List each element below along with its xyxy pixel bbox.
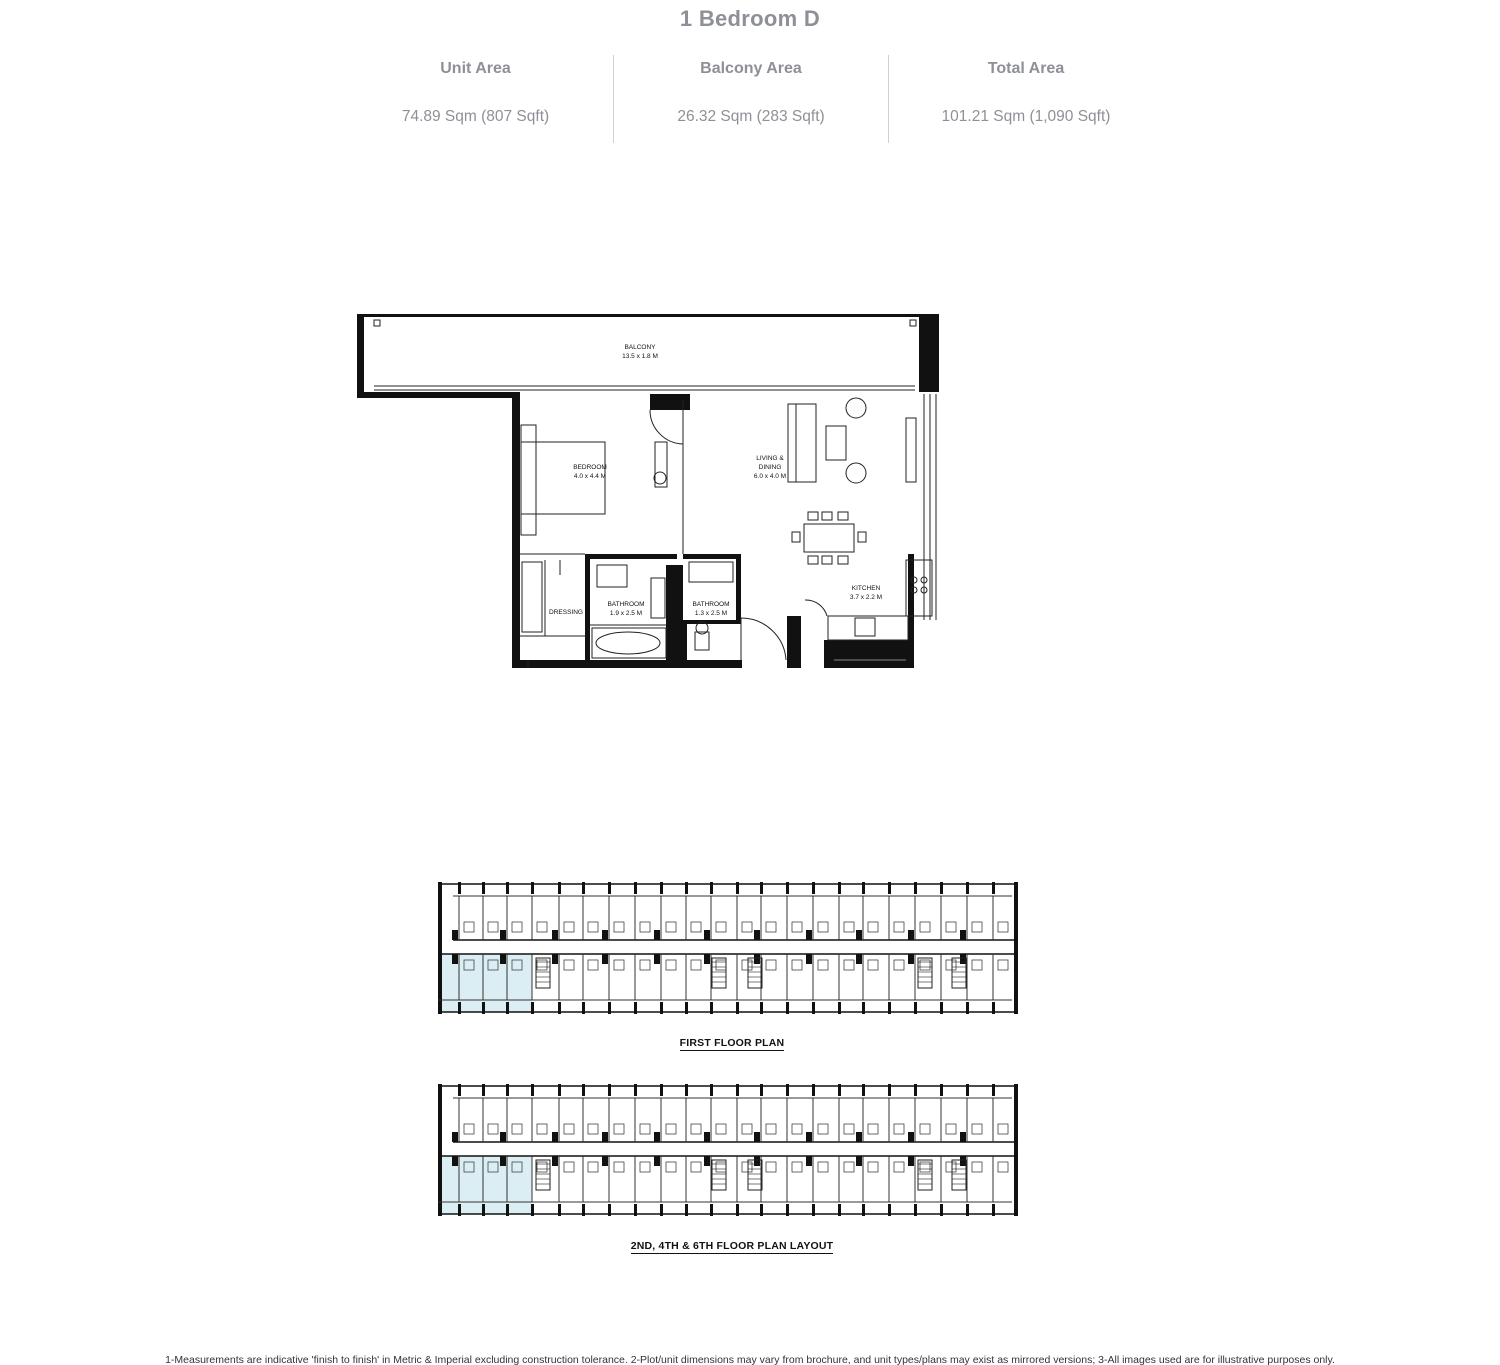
living-size: 6.0 x 4.0 M [753,473,787,480]
unit-title: 1 Bedroom D [679,6,821,31]
total-area-label: Total Area [987,60,1065,77]
balcony-area-value: 26.32 Sqm (283 Sqft) [677,108,825,125]
first-floor-caption: FIRST FLOOR PLAN [679,1037,785,1049]
bathroom1-size: 1.9 x 2.5 M [609,610,643,617]
unit-area-label: Unit Area [440,60,511,77]
balcony-area-label: Balcony Area [700,60,802,77]
first-floor-key-plan [438,882,1018,1014]
kitchen-label: KITCHEN [851,585,881,592]
living-label-line1: LIVING & [756,455,784,462]
bedroom-label: BEDROOM [573,464,607,471]
bathroom2-size: 1.3 x 2.5 M [694,610,728,617]
bathroom2-label: BATHROOM [692,601,730,608]
typical-floor-caption: 2ND, 4TH & 6TH FLOOR PLAN LAYOUT [630,1240,834,1252]
dressing-label: DRESSING [549,609,583,616]
balcony-size: 13.5 x 1.8 M [622,353,658,360]
total-area-value: 101.21 Sqm (1,090 Sqft) [941,108,1111,125]
bathroom1-label: BATHROOM [607,601,645,608]
typical-floor-key-plan [438,1084,1018,1216]
disclaimer: 1-Measurements are indicative 'finish to finish' in Metric & Imperial excluding construction tolerance. 2-Plot/unit dimensions may vary from brochure, and unit types/plans may exist as mirrored versions; 3-All images used are for illustrative purposes only. [165,1354,1335,1365]
balcony-label: BALCONY [624,344,656,351]
kitchen-size: 3.7 x 2.2 M [849,594,883,601]
living-label-line2: DINING [758,464,782,471]
bedroom-size: 4.0 x 4.4 M [573,473,607,480]
unit-area-value: 74.89 Sqm (807 Sqft) [401,108,550,125]
